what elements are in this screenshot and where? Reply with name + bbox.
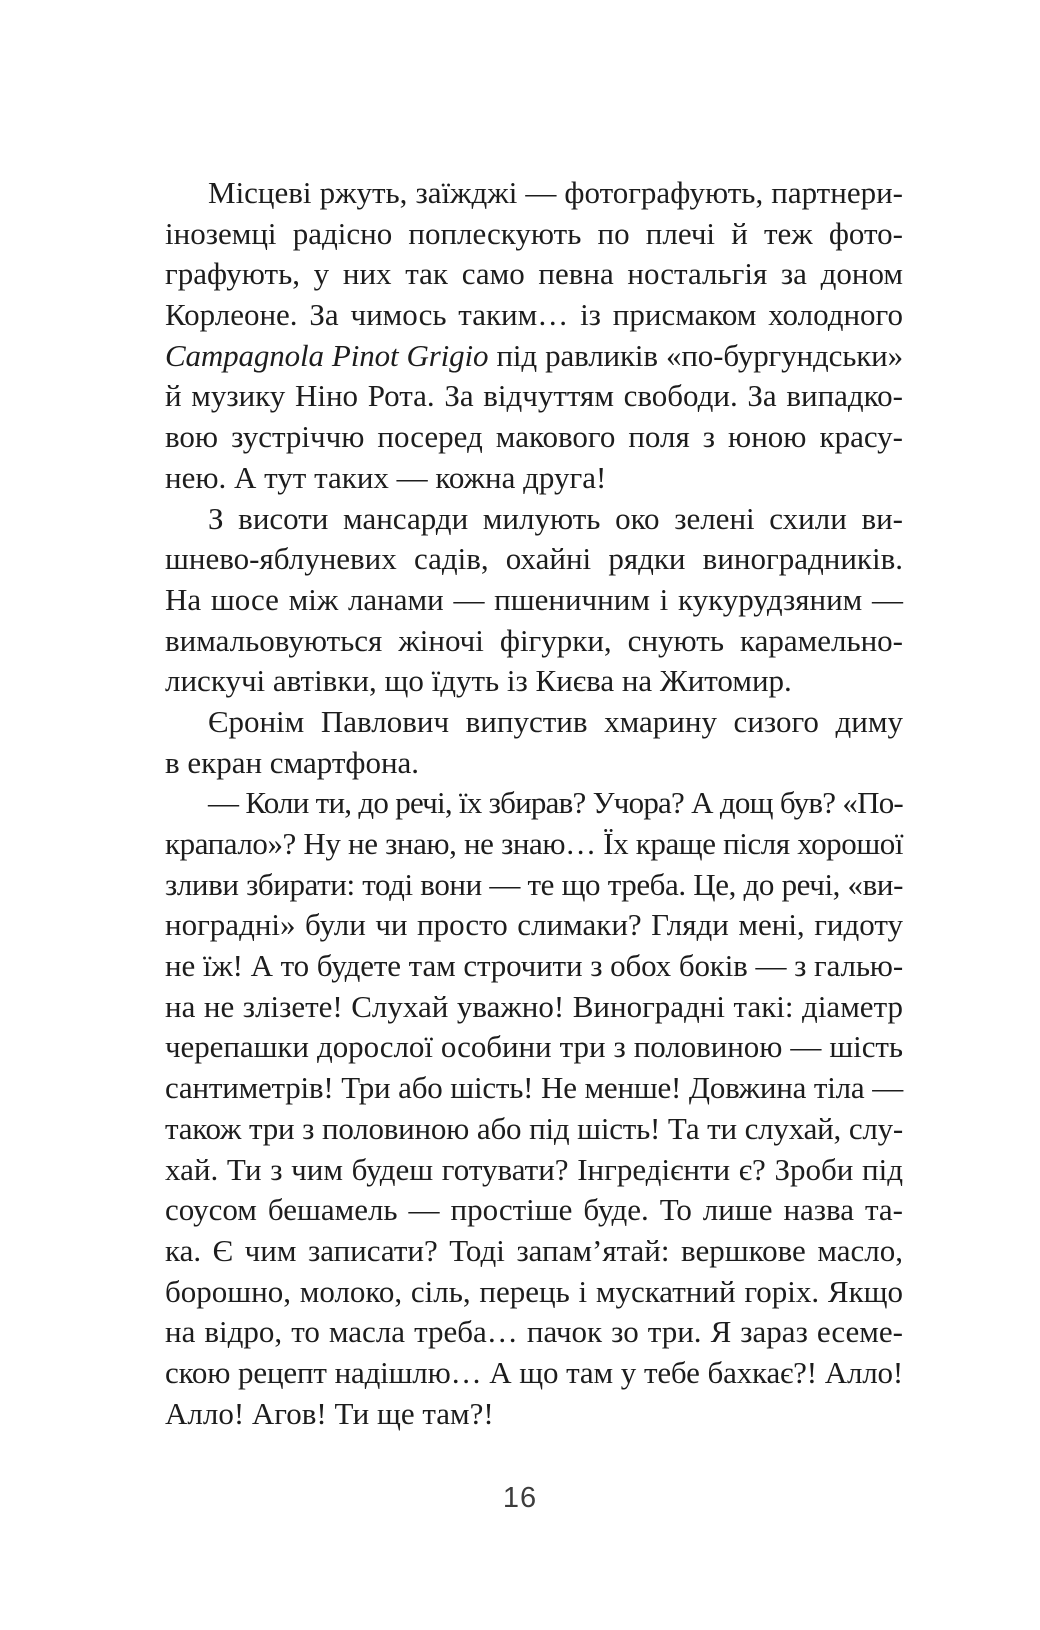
text-run: також три з половиною або під шість! Та ти слухай, слу- xyxy=(165,1110,903,1146)
text-run: вою зустріччю посеред макового поля з юною красу- xyxy=(165,419,903,455)
text-line xyxy=(165,1190,903,1231)
paragraph xyxy=(165,783,903,1434)
text-run: хай. Ти з чим будеш готувати? Інгредієнти є? Зроби під xyxy=(165,1151,903,1187)
italic-text-run: Campagnola Pinot Grigio xyxy=(165,337,489,373)
text-run: на не злізете! Слухай уважно! Виноградні такі: діаметр xyxy=(165,988,903,1024)
text-line xyxy=(165,702,903,743)
text-line xyxy=(165,458,903,499)
text-line xyxy=(165,1068,903,1109)
text-line xyxy=(165,254,903,295)
text-line xyxy=(165,743,903,784)
text-block xyxy=(165,173,903,1434)
text-line xyxy=(165,295,903,336)
text-line xyxy=(165,1109,903,1150)
text-line xyxy=(165,173,903,214)
text-line xyxy=(165,1272,903,1313)
text-line xyxy=(165,1312,903,1353)
text-run: Єронім Павлович випустив хмарину сизого диму xyxy=(208,703,903,739)
paragraph xyxy=(165,173,903,499)
text-line xyxy=(165,1394,903,1435)
text-run: на відро, то масла треба… пачок зо три. Я зараз есеме- xyxy=(165,1314,903,1350)
text-run: під равликів «по-бургундськи» xyxy=(488,337,903,373)
text-run: не їж! А то будете там строчити з обох боків — з галью- xyxy=(165,948,903,984)
text-run: борошно, молоко, сіль, перець і мускатний горіх. Якщо xyxy=(165,1273,903,1309)
text-line xyxy=(165,376,903,417)
text-run: Місцеві ржуть, заїжджі — фотографують, партнери- xyxy=(208,175,903,210)
text-run: зливи збирати: тоді вони — те що треба. Це, до речі, «ви- xyxy=(165,866,903,902)
text-run: ноградні» були чи просто слимаки? Гляди мені, гидоту xyxy=(165,907,903,943)
text-line xyxy=(165,1353,903,1394)
text-run: скою рецепт надішлю… А що там у тебе бахкає?! Алло! xyxy=(165,1354,903,1390)
text-line xyxy=(165,1231,903,1272)
paragraph xyxy=(165,702,903,783)
text-run: іноземці радісно поплескують по плечі й теж фото- xyxy=(165,215,903,251)
text-line xyxy=(165,1027,903,1068)
text-run: вимальовуються жіночі фігурки, снують карамельно- xyxy=(165,622,903,658)
text-line xyxy=(165,783,903,824)
text-line xyxy=(165,946,903,987)
text-line xyxy=(165,865,903,906)
text-line xyxy=(165,539,903,580)
text-run: графують, у них так само певна ностальгія за доном xyxy=(165,256,903,292)
text-run: нею. А тут таких — кожна друга! xyxy=(165,459,607,495)
text-line xyxy=(165,621,903,662)
paragraph xyxy=(165,499,903,702)
text-line xyxy=(165,214,903,255)
text-line xyxy=(165,905,903,946)
text-run: На шосе між ланами — пшеничним і кукурудзяним — xyxy=(165,581,903,617)
text-line xyxy=(165,987,903,1028)
text-line xyxy=(165,499,903,540)
text-line xyxy=(165,580,903,621)
text-run: й музику Ніно Рота. За відчуттям свободи. За випадко- xyxy=(165,378,903,414)
text-run: ка. Є чим записати? Тоді запам’ятай: вершкове масло, xyxy=(165,1232,903,1268)
text-line xyxy=(165,661,903,702)
text-run: лискучі автівки, що їдуть із Києва на Житомир. xyxy=(165,663,792,699)
page-number: 16 xyxy=(502,1482,538,1514)
text-run: Корлеоне. За чимось таким… із присмаком холодного xyxy=(165,297,903,333)
text-run: соусом бешамель — простіше буде. То лише назва та- xyxy=(165,1192,903,1228)
text-run: черепашки дорослої особини три з половиною — шість xyxy=(165,1029,903,1065)
text-run: в екран смартфона. xyxy=(165,744,420,780)
text-run: Алло! Агов! Ти ще там?! xyxy=(165,1395,494,1431)
text-line xyxy=(165,417,903,458)
text-run: сантиметрів! Три або шість! Не менше! Довжина тіла — xyxy=(165,1070,903,1106)
text-line xyxy=(165,336,903,377)
text-run: крапало»? Ну не знаю, не знаю… Їх краще після хорошої xyxy=(165,826,903,861)
text-run: З висоти мансарди милують око зелені схили ви- xyxy=(208,500,903,536)
text-line xyxy=(165,824,903,865)
text-line xyxy=(165,1150,903,1191)
text-run: — Коли ти, до речі, їх збирав? Учора? А дощ був? «По- xyxy=(208,785,903,821)
text-run: шнево-яблуневих садів, охайні рядки виноградників. xyxy=(165,541,903,577)
